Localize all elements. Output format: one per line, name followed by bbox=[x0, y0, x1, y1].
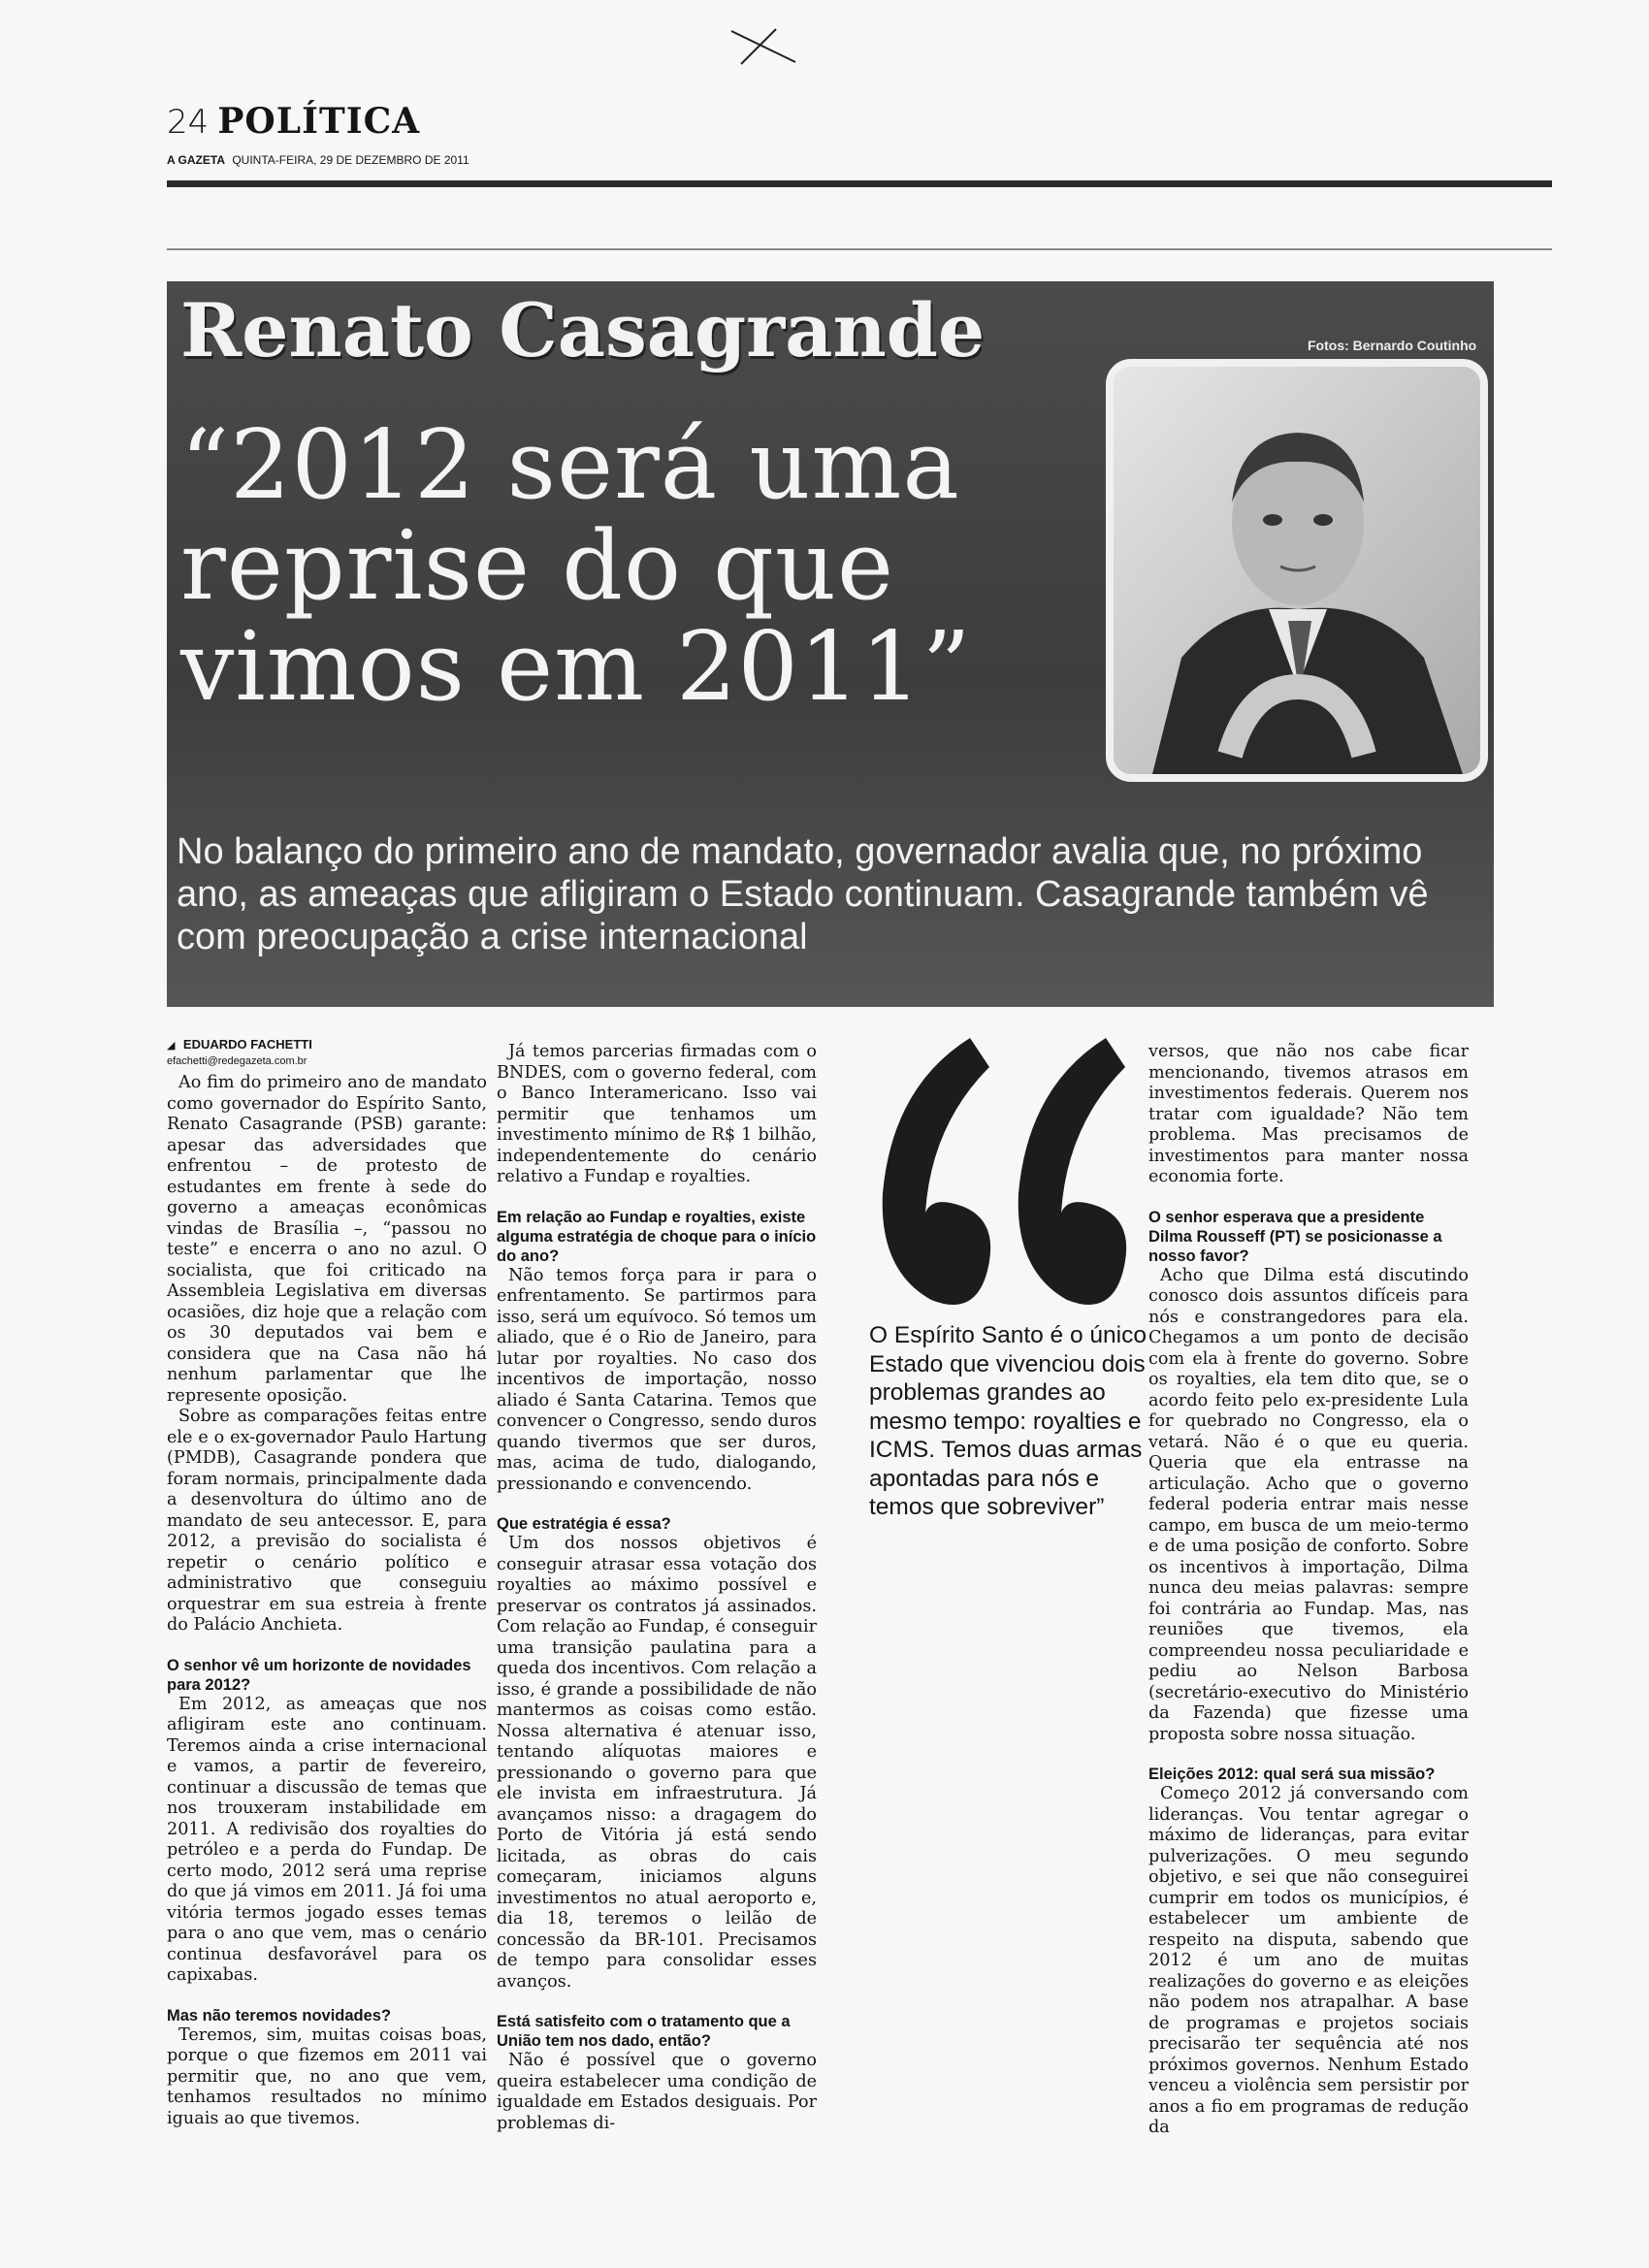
interview-answer: Acho que Dilma está discutindo conosco dois assuntos difíceis para nós e constrangedores para ela. Chegamos a um ponto de decisão com ela à frente do governo. Sobre os royalties, ela tem dito que, se o acordo feito pelo ex-presidente Lula for quebrado no Congresso, ela o vetará. Não é o que eu queria. Queria que ela entrasse na articulação. Acho que o governo federal poderia entrar mais nesse campo, em busca de um meio-termo e de uma posição de conforto. Sobre os incentivos à importação, Dilma nunca deu meias palavras: sempre foi contrária ao Fundap. Mas, nas reuniões que tivemos, ela compreendeu nossa peculiaridade e pediu ao Nelson Barbosa (secretário-executivo do Ministério da Fazenda) que fizesse uma proposta sobre nossa situação. bbox=[1148, 1265, 1469, 1744]
page-header bbox=[167, 101, 420, 142]
issue-date: QUINTA-FEIRA, 29 DE DEZEMBRO DE 2011 bbox=[232, 153, 469, 167]
headline-quote: “2012 será uma reprise do que vimos em 2011” bbox=[180, 410, 972, 723]
interview-question: Eleições 2012: qual será sua missão? bbox=[1148, 1766, 1436, 1783]
thin-rule bbox=[167, 248, 1552, 250]
author-email: efachetti@redegazeta.com.br bbox=[167, 1055, 307, 1067]
interviewee-name: Renato Casagrande bbox=[180, 287, 986, 373]
photo-credit: Fotos: Bernardo Coutinho bbox=[1308, 338, 1477, 353]
portrait-photo bbox=[1106, 359, 1488, 782]
author-name: EDUARDO FACHETTI bbox=[182, 1037, 312, 1052]
interview-answer: Começo 2012 já conversando com lideranças. Vou tentar agregar o máximo de lideranças, para evitar pulverizações. O meu segundo objetivo, e sei que não conseguirei cumprir em todos os municípios, é estabelecer um ambiente de respeito na disputa, sabendo que 2012 é um ano de muitas realizações do governo e as eleições não podem nos atrapalhar. A base de programas e projetos sociais precisarão ter sequência até nos próximos governos. Nenhum Estado venceu a violência sem persistir por anos a fio em programas de redução da bbox=[1148, 1784, 1469, 2137]
interview-question: Está satisfeito com o tratamento que a União tem nos dado, então? bbox=[497, 2013, 791, 2050]
paragraph: Sobre as comparações feitas entre ele e o ex-governador Paulo Hartung (PMDB), Casagrande pondera que foram normais, principalmente dada a desenvoltura do último ano de mandato de seu antecessor. E, para 2012, a previsão do socialista é repetir o cenário político e administrativo que conseguiu orquestrar em sua estreia à frente do Palácio Anchieta. bbox=[167, 1407, 487, 1635]
interview-answer: Não é possível que o governo queira estabelecer uma condição de igualdade em Estados desiguais. Por problemas di- bbox=[497, 2051, 817, 2133]
interview-question: Em relação ao Fundap e royalties, existe alguma estratégia de choque para o início do ano? bbox=[497, 1208, 817, 1265]
header-rule bbox=[167, 180, 1552, 187]
page-number: 24 bbox=[167, 103, 210, 142]
headline-banner bbox=[167, 281, 1494, 1007]
handwritten-x-mark bbox=[728, 27, 801, 66]
dateline bbox=[167, 153, 469, 167]
article-column-4 bbox=[1148, 1042, 1469, 2139]
interview-answer: Não temos força para ir para o enfrentamento. Se partirmos para isso, será um equívoco. Só temos um aliado, que é o Rio de Janeiro, para lutar por royalties. No caso dos incentivos de importação, nosso aliado é Santa Catarina. Temos que convencer o Congresso, sendo duros quando tivermos que ser duros, mas, acima de tudo, dialogando, pressionando e convencendo. bbox=[497, 1265, 817, 1494]
portrait-illustration bbox=[1114, 367, 1480, 774]
byline bbox=[167, 1036, 312, 1067]
paragraph: Já temos parcerias firmadas com o BNDES, com o governo federal, com o Banco Interamericano. Isso vai permitir que tenhamos um investimento mínimo de R$ 1 bilhão, independentemente do cenário relativo a Fundap e royalties. bbox=[497, 1042, 817, 1186]
pull-quote: O Espírito Santo é o único Estado que vivenciou dois problemas grandes ao mesmo tempo: royalties e ICMS. Temos duas armas apontadas para nós e temos que sobreviver” bbox=[869, 1322, 1147, 1520]
interview-answer: Um dos nossos objetivos é conseguir atrasar essa votação dos royalties ao máximo possível e preservar os contratos já assinados. Com relação ao Fundap, é conseguir uma transição paulatina para a queda dos incentivos. Com relação a isso, é grande a possibilidade de não mantermos as coisas como estão. Nossa alternativa é atenuar isso, tentando alíquotas maiores e pressionando o governo para que ele invista em infraestrutura. Já avançamos nisso: a dragagem do Porto de Vitória já está sendo licitada, as obras do cais começaram, iniciamos alguns investimentos no atual aeroporto e, dia 18, teremos o leilão de concessão da BR-101. Precisamos de tempo para consolidar esses avanços. bbox=[497, 1534, 817, 1992]
quote-mark-icon bbox=[854, 1028, 1135, 1329]
interview-answer: Teremos, sim, muitas coisas boas, porque o que fizemos em 2011 vai permitir que, no ano que vem, tenhamos resultados no mínimo iguais ao que tivemos. bbox=[167, 2025, 487, 2128]
article-column-1 bbox=[167, 1073, 487, 2129]
article-column-2 bbox=[497, 1042, 817, 2134]
interview-answer: Em 2012, as ameaças que nos afligiram este ano continuam. Teremos ainda a crise internacional e vamos, a partir de fevereiro, continuar a discussão de temas que nos trouxeram instabilidade em 2011. A redivisão dos royalties do petróleo e a perda do Fundap. De certo modo, 2012 será uma reprise do que já vimos em 2011. Já foi uma vitória termos jogado esses temas para o ano que vem, mas o cenário continua desfavorável para os capixabas. bbox=[167, 1694, 487, 1985]
subheadline: No balanço do primeiro ano de mandato, governador avalia que, no próximo ano, as ameaças que afligiram o Estado continuam. Casagrande também vê com preocupação a crise internacional bbox=[177, 831, 1429, 957]
interview-question: Mas não teremos novidades? bbox=[167, 2006, 392, 2025]
section-title: POLÍTICA bbox=[217, 101, 421, 142]
interview-question: Que estratégia é essa? bbox=[497, 1515, 671, 1533]
paper-name: A GAZETA bbox=[167, 153, 225, 167]
paragraph: Ao fim do primeiro ano de mandato como governador do Espírito Santo, Renato Casagrande (PSB) garante: apesar das adversidades que enfrentou – de protesto de estudantes em frente à sede do governo a ameaças econômicas vindas de Brasília –, “passou no teste” e encerra o ano no azul. O socialista, que foi criticado na Assembleia Legislativa em diversas ocasiões, diz hoje que a relação com os 30 deputados vai bem e considera que na Casa não há nenhum parlamentar que lhe represente oposição. bbox=[167, 1073, 487, 1406]
byline-marker-icon: ◢ bbox=[167, 1040, 176, 1052]
interview-question: O senhor vê um horizonte de novidades para 2012? bbox=[167, 1656, 471, 1694]
interview-question: O senhor esperava que a presidente Dilma Rousseff (PT) se posicionasse a nosso favor? bbox=[1148, 1208, 1442, 1265]
paragraph: versos, que não nos cabe ficar mencionando, tivemos atrasos em investimentos federais. Querem nos tratar com igualdade? Não tem problema. Mas precisamos de investimentos para manter nossa economia forte. bbox=[1148, 1042, 1469, 1186]
